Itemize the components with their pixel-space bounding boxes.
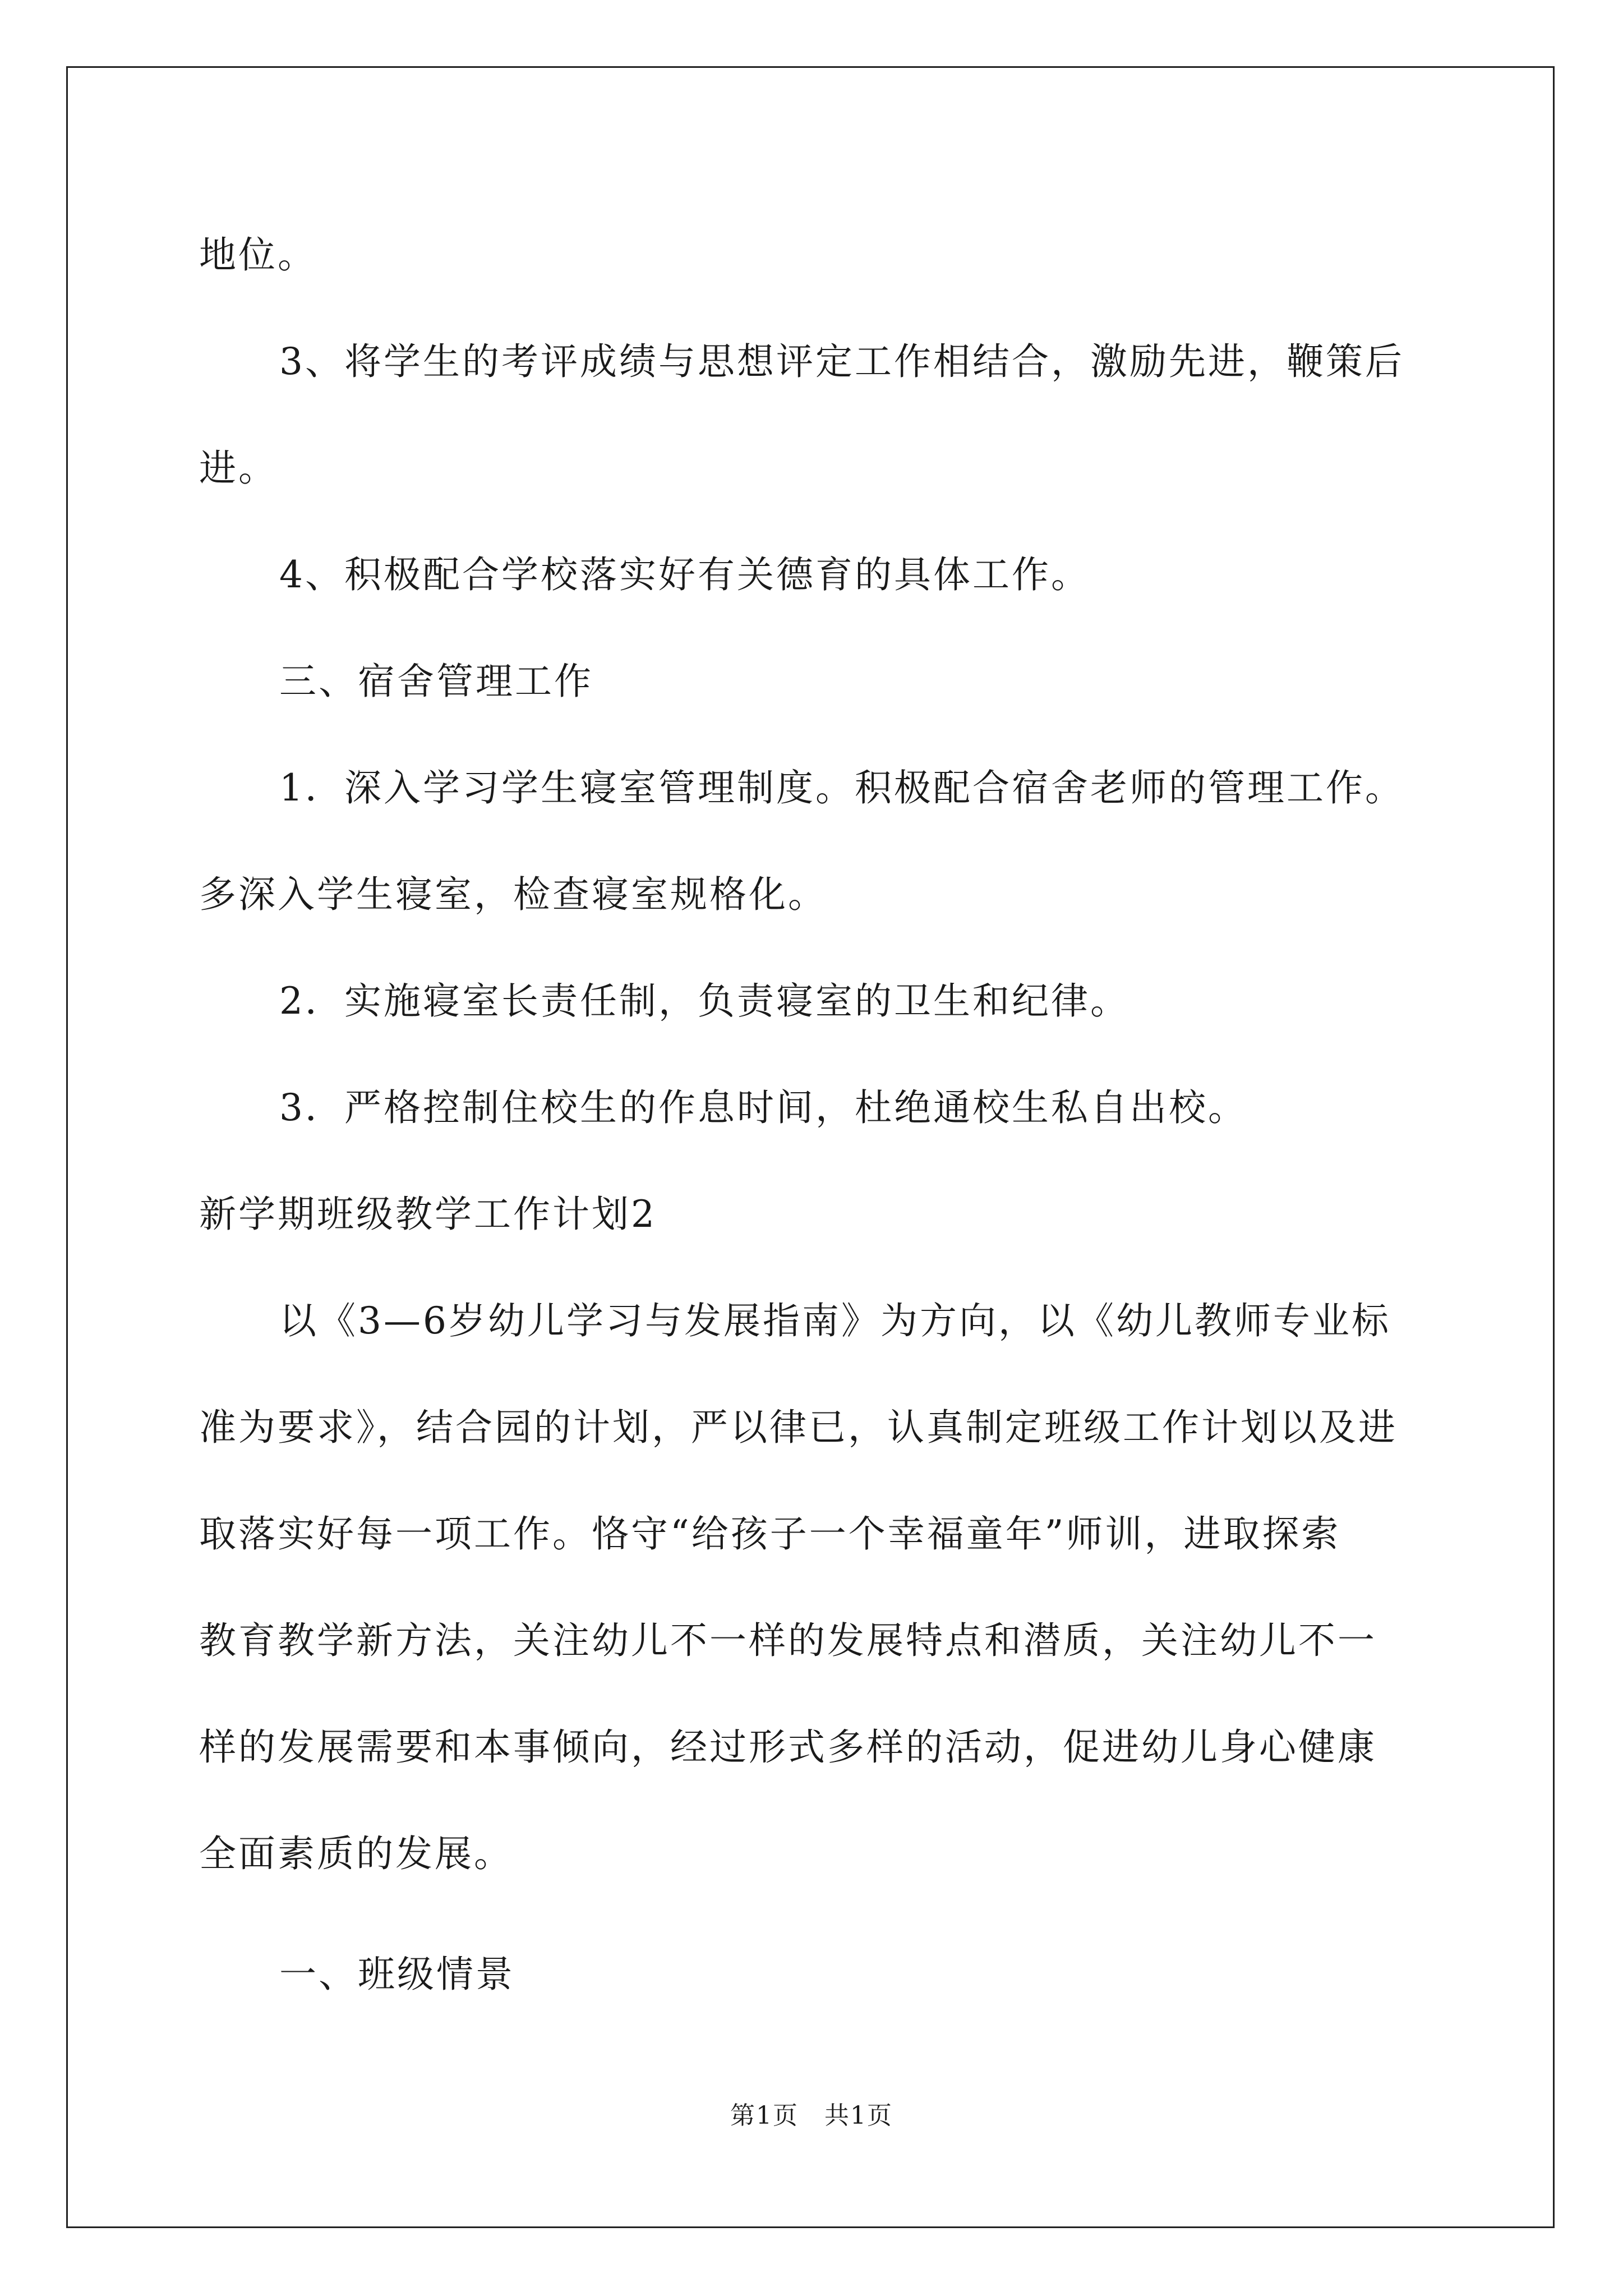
text-line: 取落实好每一项工作。恪守“给孩子一个幸福童年”师训，进取探索 [199,1512,1341,1556]
page-number: 第1页 共1页 [730,2101,893,2130]
text-line: 4、积极配合学校落实好有关德育的具体工作。 [279,553,1090,596]
text-line: 教育教学新方法，关注幼儿不一样的发展特点和潜质，关注幼儿不一 [199,1619,1377,1662]
text-line: 3、将学生的考评成绩与思想评定工作相结合，激励先进，鞭策后 [279,340,1404,383]
text-line: 地位。 [199,233,317,277]
section-heading: 一、班级情景 [279,1953,515,1996]
section-heading: 三、宿舍管理工作 [279,660,593,703]
text-line: 全面素质的发展。 [199,1832,513,1875]
paragraph-spacer [199,1907,1461,1921]
text-line: 1．深入学习学生寝室管理制度。积极配合宿舍老师的管理工作。 [279,766,1404,809]
text-line: 以《3—6岁幼儿学习与发展指南》为方向，以《幼儿教师专业标 [279,1299,1391,1342]
text-line: 3．严格控制住校生的作息时间，杜绝通校生私自出校。 [279,1086,1247,1129]
text-line: 2．实施寝室长责任制，负责寝室的卫生和纪律。 [279,979,1129,1023]
document-title: 新学期班级教学工作计划2 [199,1193,657,1236]
text-line: 进。 [199,447,278,490]
document-body [199,202,1461,2028]
text-line: 样的发展需要和本事倾向，经过形式多样的活动，促进幼儿身心健康 [199,1726,1377,1769]
text-line: 准为要求》，结合园的计划，严以律已，认真制定班级工作计划以及进 [199,1406,1398,1449]
text-line: 多深入学生寝室，检查寝室规格化。 [199,873,827,916]
